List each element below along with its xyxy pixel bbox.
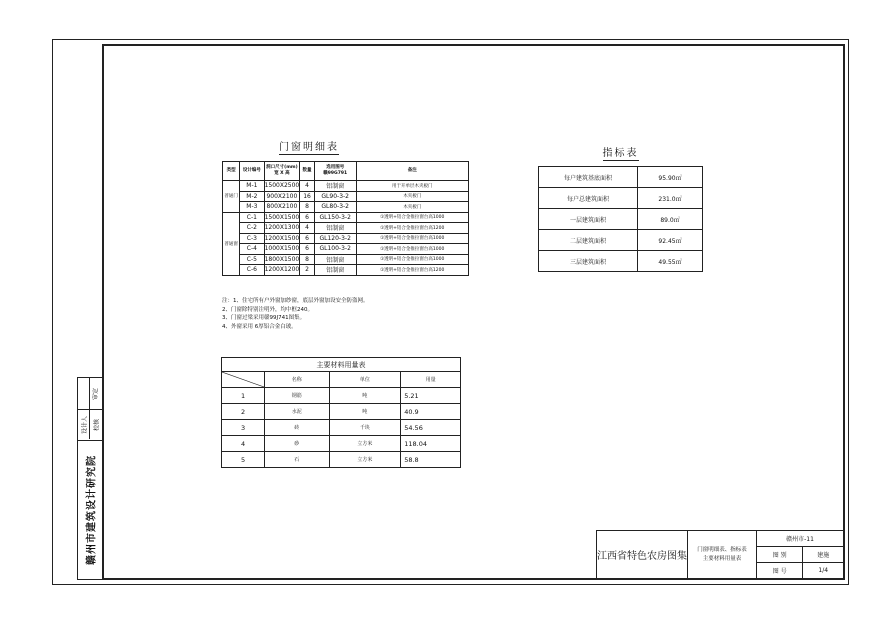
category-label: 图 别 (757, 547, 803, 563)
door-table-row (223, 265, 469, 276)
index-label-cell: 二层建筑面积 (539, 230, 638, 251)
index-table-title: 指标表 (602, 148, 639, 159)
drawing-title: 门窗明细表、指标表 主要材料用量表 (688, 531, 757, 579)
door-table-row (223, 254, 469, 265)
door-note-cell: 木夹板门 (356, 191, 468, 202)
door-note-cell: ①透明+铝合金推拉窗台高1200 (356, 223, 468, 234)
material-header-cell: 名称 (265, 372, 330, 388)
index-row (539, 230, 703, 251)
material-title-row (222, 358, 461, 372)
door-ref-cell: GL150-3-2 (314, 212, 356, 223)
door-ref-cell: 铝制窗 (314, 181, 356, 192)
index-label-cell: 一层建筑面积 (539, 209, 638, 230)
door-ref-cell: 铝制窗 (314, 265, 356, 276)
door-qty-cell: 16 (300, 191, 315, 202)
door-code-cell: C-2 (240, 223, 264, 234)
material-qty-cell: 54.56 (401, 420, 461, 436)
door-table-row (223, 181, 469, 192)
index-table (538, 166, 703, 272)
door-note-line: 4、外窗采用 6厚铝合金白玻。 (222, 323, 297, 330)
material-row (222, 436, 461, 452)
door-size-cell: 1200X1500 (264, 234, 300, 242)
material-no-cell: 3 (222, 420, 265, 436)
material-name-cell: 砂 (265, 436, 330, 452)
door-ref-cell: GL100-3-2 (314, 244, 356, 255)
door-header-cell: 设计编号 (240, 162, 264, 181)
material-unit-cell: 吨 (329, 404, 401, 420)
index-value-cell: 95.90㎡ (638, 167, 703, 188)
material-row (222, 420, 461, 436)
door-note-cell: 用于开单层木夹板门 (356, 181, 468, 192)
door-note-cell: 木夹板门 (356, 202, 468, 213)
material-name-cell: 水泥 (265, 404, 330, 420)
door-table-row (223, 202, 469, 213)
material-qty-cell: 58.8 (401, 452, 461, 468)
material-unit-cell: 立方米 (329, 436, 401, 452)
index-label-cell: 每户建筑基底面积 (539, 167, 638, 188)
door-qty-cell: 6 (300, 212, 315, 223)
door-table-row (223, 233, 469, 244)
door-size-cell: 900X2100 (264, 191, 300, 202)
door-header-cell: 类型 (223, 162, 240, 181)
door-table-row (223, 191, 469, 202)
door-table-notes (222, 297, 369, 331)
index-row (539, 167, 703, 188)
door-size-cell: 1500X1500 (264, 213, 300, 221)
checker-label: 校核 (93, 418, 101, 431)
door-size-cell: 1200X1200 (264, 266, 300, 274)
door-qty-cell: 4 (300, 181, 315, 192)
material-row (222, 452, 461, 468)
index-value-cell: 89.0㎡ (638, 209, 703, 230)
material-no-cell: 5 (222, 452, 265, 468)
material-name-cell: 石 (265, 452, 330, 468)
door-note-line: 3、门窗过梁采用赣99J741图集。 (222, 315, 306, 321)
door-type-cell: 普通窗 (223, 212, 240, 275)
material-no-cell: 2 (222, 404, 265, 420)
side-cell-institute (78, 440, 102, 580)
series-name: 江西省特色农房图集 (597, 531, 688, 579)
door-qty-cell: 4 (300, 223, 315, 234)
material-row (222, 388, 461, 404)
number-value: 1/4 (803, 563, 844, 579)
door-code-cell: C-5 (240, 254, 264, 265)
door-ref-cell: 铝制窗 (314, 223, 356, 234)
title-block (596, 530, 844, 579)
material-header-cell: 单位 (329, 372, 401, 388)
door-qty-cell: 8 (300, 202, 315, 213)
door-note-line: 2、门窗除特别注明外，均中框240。 (222, 306, 313, 313)
door-table-row (223, 223, 469, 234)
index-row (539, 188, 703, 209)
door-code-cell: M-2 (240, 191, 264, 202)
material-unit-cell: 千块 (329, 420, 401, 436)
door-code-cell: C-6 (240, 265, 264, 276)
material-usage-table (221, 357, 461, 468)
door-header-cell: 选用图号 赣99G791 (314, 162, 356, 181)
door-qty-cell: 8 (300, 254, 315, 265)
index-row (539, 251, 703, 272)
door-qty-cell: 6 (300, 233, 315, 244)
category-value: 建施 (803, 547, 844, 563)
door-code-cell: C-4 (240, 244, 264, 255)
door-code-cell: C-3 (240, 233, 264, 244)
door-header-cell: 洞口尺寸(mm) 宽 X 高 (264, 162, 300, 181)
designer-label: 设计人 (81, 415, 89, 434)
material-row (222, 404, 461, 420)
door-ref-cell: GL120-3-2 (314, 233, 356, 244)
material-name-cell: 钢筋 (265, 388, 330, 404)
door-note-cell: ①透明+铝合金推拉窗台高1200 (356, 265, 468, 276)
door-note-cell: ①透明+铝合金推拉窗台高1000 (356, 254, 468, 265)
material-qty-cell: 40.9 (401, 404, 461, 420)
material-unit-cell: 吨 (329, 388, 401, 404)
number-label: 图 号 (757, 563, 803, 579)
material-qty-cell: 5.21 (401, 388, 461, 404)
sheet-inner-border (102, 44, 845, 580)
door-code-cell: M-1 (240, 181, 264, 192)
door-size-cell: 1800X1500 (264, 255, 300, 263)
door-table-row (223, 212, 469, 223)
door-table-header-row (223, 162, 469, 181)
index-value-cell: 49.55㎡ (638, 251, 703, 272)
door-qty-cell: 2 (300, 265, 315, 276)
door-code-cell: C-1 (240, 212, 264, 223)
material-unit-cell: 立方米 (329, 452, 401, 468)
door-size-cell: 1200X1300 (264, 224, 300, 232)
index-row (539, 209, 703, 230)
index-value-cell: 92.45㎡ (638, 230, 703, 251)
institute-name: 赣州市建筑设计研究院 (86, 455, 98, 565)
door-note-cell: ①透明+铝合金推拉窗台高1000 (356, 212, 468, 223)
material-name-cell: 砖 (265, 420, 330, 436)
material-header-row (222, 372, 461, 388)
door-size-cell: 800X2100 (264, 202, 300, 213)
material-qty-cell: 118.04 (401, 436, 461, 452)
index-label-cell: 三层建筑面积 (539, 251, 638, 272)
door-ref-cell: GL90-3-2 (314, 191, 356, 202)
index-value-cell: 231.0㎡ (638, 188, 703, 209)
door-type-cell: 普通门 (223, 181, 240, 213)
material-header-cell: 用量 (401, 372, 461, 388)
drawing-code: 赣州市-11 (757, 531, 844, 547)
door-ref-cell: 铝制窗 (314, 254, 356, 265)
door-ref-cell: GL80-3-2 (314, 202, 356, 213)
door-note-line: 注：1、住宅所有户外窗加纱窗，底层外窗加设安全防盗网。 (222, 298, 369, 304)
index-label-cell: 每户总建筑面积 (539, 188, 638, 209)
door-size-cell: 1500X2500 (264, 182, 300, 190)
door-note-cell: ①透明+铝合金推拉窗台高1000 (356, 244, 468, 255)
door-note-cell: ①透明+铝合金推拉窗台高1000 (356, 233, 468, 244)
side-column-divider (77, 377, 90, 439)
door-window-table (222, 161, 469, 276)
header-diagonal-cell (222, 372, 265, 388)
door-table-title: 门窗明细表 (279, 142, 339, 153)
door-table-row (223, 244, 469, 255)
material-table-title: 主要材料用量表 (222, 358, 461, 372)
door-code-cell: M-3 (240, 202, 264, 213)
material-no-cell: 1 (222, 388, 265, 404)
material-no-cell: 4 (222, 436, 265, 452)
door-header-cell: 数量 (300, 162, 315, 181)
door-size-cell: 1000X1500 (264, 245, 300, 253)
door-qty-cell: 6 (300, 244, 315, 255)
approver-label: 审定 (92, 387, 100, 400)
door-header-cell: 备注 (356, 162, 468, 181)
